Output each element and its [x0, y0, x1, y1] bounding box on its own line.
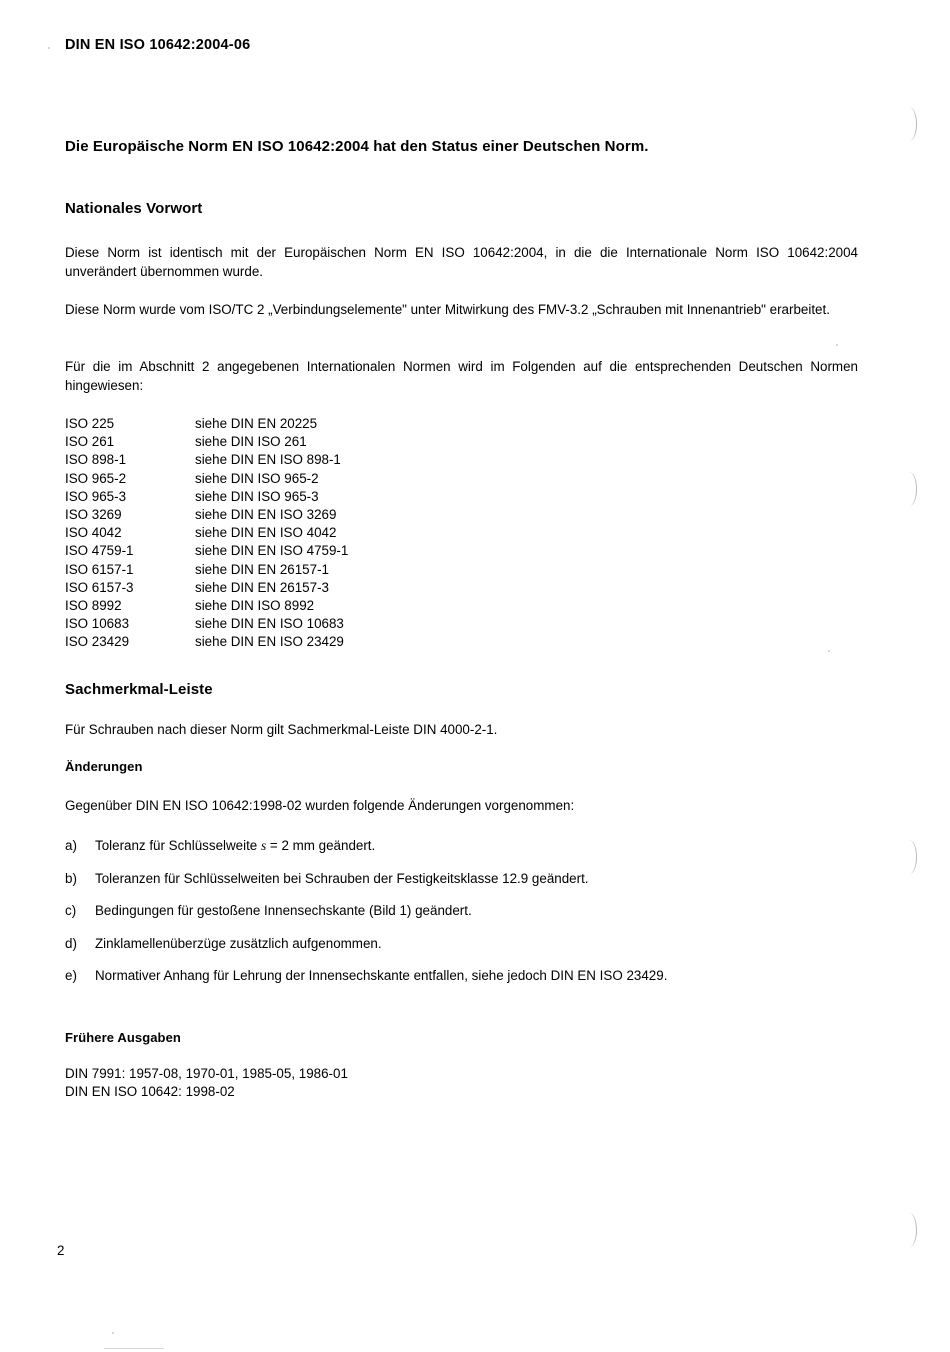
reference-iso: ISO 3269 — [65, 507, 122, 523]
reference-row — [65, 597, 348, 615]
vorwort-paragraph-1: Diese Norm ist identisch mit der Europäischen Norm EN ISO 10642:2004, in die die Internationale Norm ISO 10642:2004 unverändert übernommen wurde. — [65, 245, 858, 279]
change-marker: e) — [65, 968, 77, 983]
reference-iso: ISO 4759-1 — [65, 543, 134, 559]
reference-din: siehe DIN ISO 261 — [195, 434, 307, 450]
reference-row — [65, 615, 348, 633]
reference-row — [65, 561, 348, 579]
scan-speck — [828, 650, 830, 652]
reference-row — [65, 451, 348, 469]
change-text: Normativer Anhang für Lehrung der Innensechskante entfallen, siehe jedoch DIN EN ISO 23429. — [95, 968, 668, 983]
scan-artifact-mark — [902, 472, 917, 506]
change-item — [65, 836, 858, 855]
scan-artifact-mark — [902, 1213, 917, 1247]
reference-din: siehe DIN ISO 965-2 — [195, 470, 319, 486]
change-marker: c) — [65, 903, 77, 918]
reference-iso: ISO 965-3 — [65, 488, 127, 504]
change-text-after: = 2 mm geändert. — [266, 838, 376, 853]
change-text — [95, 836, 858, 855]
scan-artifact-mark — [902, 840, 917, 874]
earlier-edition-line: DIN EN ISO 10642: 1998-02 — [65, 1084, 235, 1100]
vorwort-paragraph-3: Für die im Abschnitt 2 angegebenen Internationalen Normen wird im Folgenden auf die entsprechenden Deutschen Normen hingewiesen: — [65, 359, 858, 393]
reference-din: siehe DIN EN ISO 10683 — [195, 616, 344, 632]
status-line: Die Europäische Norm EN ISO 10642:2004 hat den Status einer Deutschen Norm. — [65, 138, 649, 155]
reference-row — [65, 506, 348, 524]
reference-row — [65, 470, 348, 488]
scan-speck — [48, 47, 50, 49]
reference-row — [65, 579, 348, 597]
reference-iso: ISO 261 — [65, 434, 115, 450]
reference-row — [65, 633, 348, 651]
reference-din: siehe DIN EN 26157-1 — [195, 561, 329, 577]
reference-din: siehe DIN EN ISO 3269 — [195, 507, 337, 523]
change-text: Toleranzen für Schlüsselweiten bei Schrauben der Festigkeitsklasse 12.9 geändert. — [95, 870, 589, 886]
heading-aenderungen: Änderungen — [65, 759, 143, 774]
scan-speck — [112, 1332, 114, 1334]
heading-fruehere-ausgaben: Frühere Ausgaben — [65, 1030, 181, 1045]
reference-iso: ISO 4042 — [65, 525, 122, 541]
page-number: 2 — [57, 1243, 65, 1258]
change-item — [65, 869, 858, 888]
reference-din: siehe DIN EN ISO 23429 — [195, 634, 344, 650]
reference-din: siehe DIN EN 20225 — [195, 416, 318, 431]
reference-row — [65, 524, 348, 542]
change-text: Zinklamellenüberzüge zusätzlich aufgenommen. — [95, 935, 382, 951]
reference-iso: ISO 23429 — [65, 634, 130, 650]
reference-iso: ISO 10683 — [65, 616, 130, 632]
scan-speck — [104, 1348, 164, 1349]
reference-iso: ISO 6157-1 — [65, 561, 134, 577]
reference-iso: ISO 8992 — [65, 598, 122, 614]
aenderungen-intro: Gegenüber DIN EN ISO 10642:1998-02 wurden folgende Änderungen vorgenommen: — [65, 798, 575, 813]
sachmerkmal-paragraph: Für Schrauben nach dieser Norm gilt Sachmerkmal-Leiste DIN 4000-2-1. — [65, 722, 498, 737]
reference-iso: ISO 6157-3 — [65, 579, 134, 595]
reference-iso: ISO 898-1 — [65, 452, 127, 468]
running-header: DIN EN ISO 10642:2004-06 — [65, 37, 251, 53]
change-item — [65, 966, 858, 985]
reference-din: siehe DIN ISO 965-3 — [195, 488, 319, 504]
symbol-s: s — [260, 838, 267, 853]
change-marker: d) — [65, 935, 77, 951]
change-item — [65, 934, 858, 953]
heading-sachmerkmal-leiste: Sachmerkmal-Leiste — [65, 681, 213, 698]
reference-row — [65, 415, 348, 433]
reference-row — [65, 542, 348, 560]
reference-iso: ISO 965-2 — [65, 470, 127, 486]
reference-iso: ISO 225 — [65, 416, 115, 431]
changes-list — [65, 836, 858, 999]
scan-artifact-mark — [902, 107, 917, 141]
heading-nationales-vorwort: Nationales Vorwort — [65, 200, 203, 217]
reference-din: siehe DIN EN 26157-3 — [195, 579, 329, 595]
reference-row — [65, 433, 348, 451]
change-marker: b) — [65, 870, 77, 886]
earlier-editions-block — [65, 1065, 348, 1102]
reference-din: siehe DIN ISO 8992 — [195, 598, 315, 614]
change-item — [65, 901, 858, 920]
vorwort-paragraph-2: Diese Norm wurde vom ISO/TC 2 „Verbindungselemente" unter Mitwirkung des FMV-3.2 „Schrauben mit Innenantrieb" erarbeitet. — [65, 302, 830, 317]
scan-speck — [836, 344, 838, 346]
reference-din: siehe DIN EN ISO 4042 — [195, 525, 337, 541]
change-text-before: Toleranz für Schlüsselweite — [95, 838, 261, 853]
reference-row — [65, 488, 348, 506]
change-text: Bedingungen für gestoßene Innensechskante (Bild 1) geändert. — [95, 903, 472, 918]
reference-din: siehe DIN EN ISO 898-1 — [195, 452, 341, 468]
iso-din-reference-list — [65, 415, 348, 652]
earlier-edition-line: DIN 7991: 1957-08, 1970-01, 1985-05, 1986-01 — [65, 1066, 348, 1081]
change-marker: a) — [65, 838, 77, 853]
reference-din: siehe DIN EN ISO 4759-1 — [195, 543, 349, 559]
